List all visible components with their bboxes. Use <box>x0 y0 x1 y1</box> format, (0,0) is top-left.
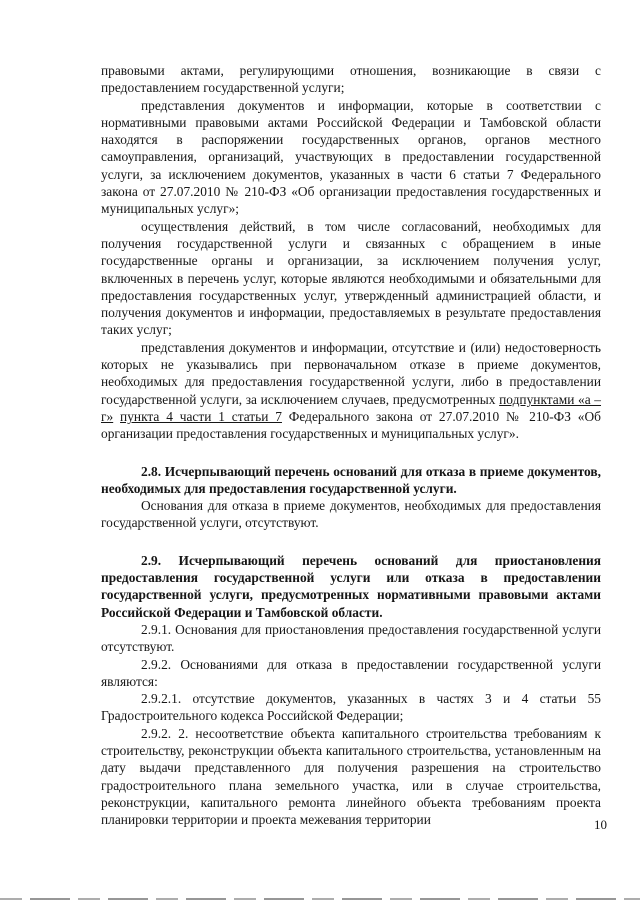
paragraph: 2.9.2. Основаниями для отказа в предоставлении государственной услуги являются: <box>101 656 601 689</box>
spacer <box>101 443 601 463</box>
paragraph-text: представления документов и информации, отсутствие и (или) недостоверность которых не указывались при первоначальном отказе в приеме документов, необходимых для предоставления государственной услуги, либо в предоставлении государственной услуги, за исключением случаев, предусмотренных <box>101 339 601 407</box>
paragraph: представления документов и информации, которые в соответствии с нормативными правовыми актами Российской Федерации и Тамбовской области находятся в распоряжении государственных органов, органов местного самоуправления, организаций, участвующих в предоставлении государственной услуги, за исключением документов, указанных в части 6 статьи 7 Федерального закона от 27.07.2010 № 210-ФЗ «Об организации предоставления государственных и муниципальных услуг»; <box>101 97 601 217</box>
paragraph-text: Федерального закона от 27.07.2010 № 210-ФЗ «Об организации предоставления государственных и муниципальных услуг». <box>101 408 601 442</box>
paragraph: правовыми актами, регулирующими отношения, возникающие в связи с предоставлением государственной услуги; <box>101 63 601 96</box>
paragraph: 2.9.1. Основания для приостановления предоставления государственной услуги отсутствуют. <box>101 621 601 655</box>
section-heading: 2.8. Исчерпывающий перечень оснований для отказа в приеме документов, необходимых для предоставления государственной услуги. <box>101 463 601 496</box>
paragraph: Основания для отказа в приеме документов, необходимых для предоставления государственной услуги, отсутствуют. <box>101 498 601 531</box>
paragraph: 2.9.2.1. отсутствие документов, указанных в частях 3 и 4 статьи 55 Градостроительного кодекса Российской Федерации; <box>101 691 601 724</box>
spacer <box>101 532 601 552</box>
paragraph: осуществления действий, в том числе согласований, необходимых для получения государственной услуги и связанных с обращением в иные государственные органы и организации, за исключением получения услуг, включенных в перечень услуг, которые являются необходимыми и обязательными для предоставления государственных услуг, утвержденный администрацией области, и получения документов и информации, предоставляемых в результате предоставления таких услуг; <box>101 218 601 338</box>
scan-edge <box>0 898 640 900</box>
section-heading: 2.9. Исчерпывающий перечень оснований для приостановления предоставления государственной услуги или отказа в предоставлении государственной услуги, предусмотренных нормативными правовыми актами Российской Федерации и Тамбовской области. <box>101 552 601 620</box>
law-reference-link: пункта 4 части 1 статьи 7 <box>120 408 282 424</box>
page-number: 10 <box>594 817 607 832</box>
law-reference-link: подпунктами «а – г» <box>101 391 602 424</box>
document-body <box>101 62 601 828</box>
paragraph: 2.9.2. 2. несоответствие объекта капитального строительства требованиям к строительству, реконструкции объекта капитального строительства, установленным на дату выдачи представленного для получения разрешения на строительство градостроительного плана земельного участка, или в случае строительства, реконструкции, капитального ремонта линейного объекта требованиям проекта планировки территории и проекта межевания территории <box>101 725 601 828</box>
paragraph-refusal <box>101 339 601 443</box>
